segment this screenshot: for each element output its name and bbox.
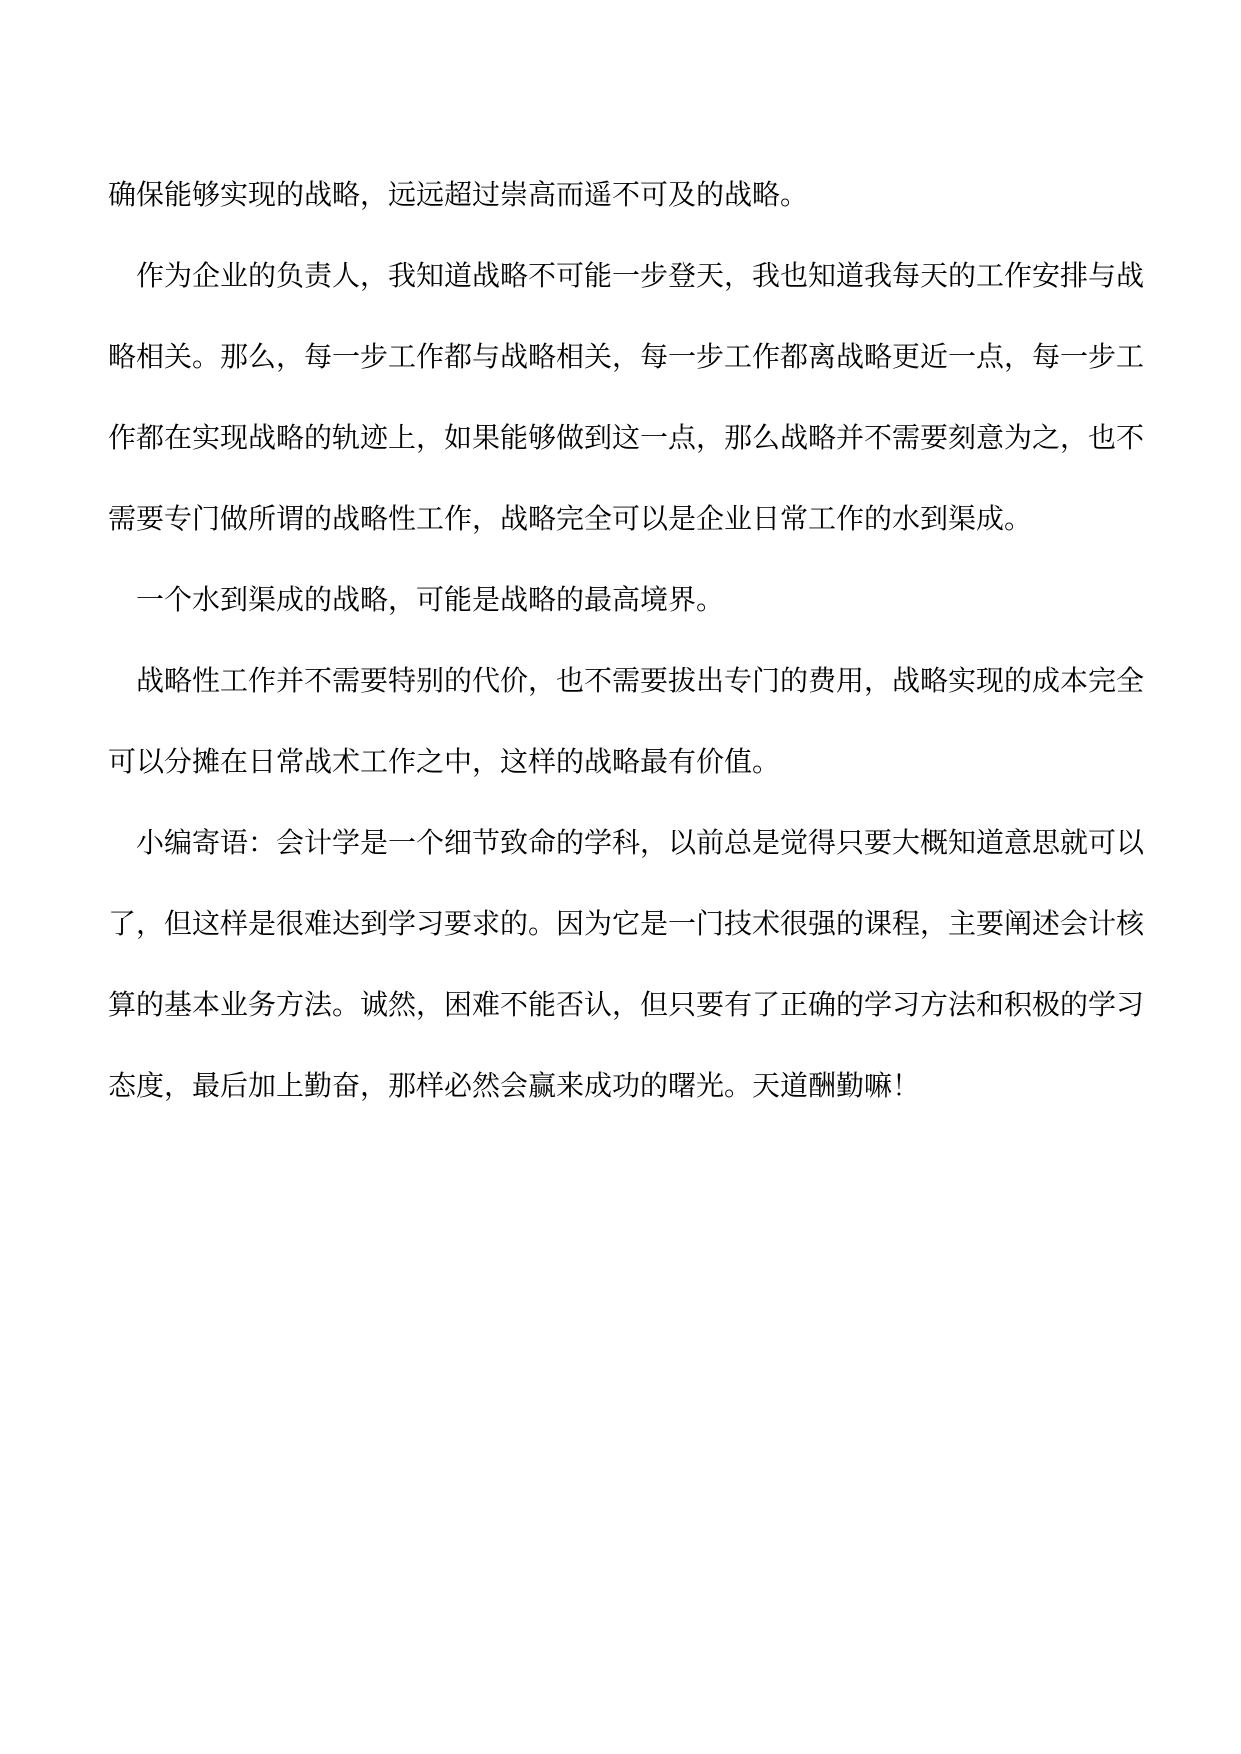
paragraph-highest-realm: 一个水到渠成的战略，可能是战略的最高境界。 [136,583,725,616]
paragraph-continuation: 确保能够实现的战略，远远超过崇高而遥不可及的战略。 [108,178,809,211]
document-body [108,154,1144,1126]
paragraph-strategic-cost: 战略性工作并不需要特别的代价，也不需要拔出专门的费用，战略实现的成本完全可以分摊在日常战术工作之中，这样的战略最有价值。 [108,664,1145,778]
paragraph-strategy-steps: 作为企业的负责人，我知道战略不可能一步登天，我也知道我每天的工作安排与战略相关。那么，每一步工作都与战略相关，每一步工作都离战略更近一点，每一步工作都在实现战略的轨迹上，如果能够做到这一点，那么战略并不需要刻意为之，也不需要专门做所谓的战略性工作，战略完全可以是企业日常工作的水到渠成。 [108,259,1145,535]
paragraph-editor-note: 小编寄语：会计学是一个细节致命的学科，以前总是觉得只要大概知道意思就可以了，但这样是很难达到学习要求的。因为它是一门技术很强的课程，主要阐述会计核算的基本业务方法。诚然，困难不能否认，但只要有了正确的学习方法和积极的学习态度，最后加上勤奋，那样必然会赢来成功的曙光。天道酬勤嘛！ [108,826,1145,1102]
